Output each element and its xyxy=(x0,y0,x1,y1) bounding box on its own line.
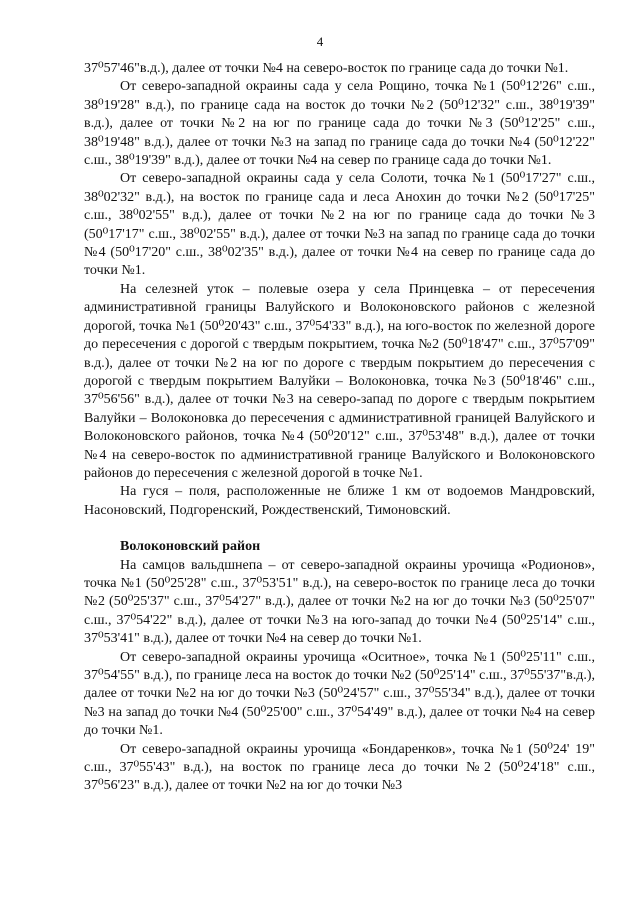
section-heading: Волоконовский район xyxy=(120,539,261,555)
paragraph-soloti-garden: От северо-западной окраины сада у села Солоти, точка №1 (50⁰17'27" с.ш., 38⁰02'32" в.д.), на восток по границе сада и леса Анохин до точки №2 (50⁰17'25" с.ш., 38⁰02'55" в.д.), далее от точки №2 на юг по границе сада до точки №3 (50⁰17'17" с.ш., 38⁰02'55" в.д.), далее от точки №3 на запад по границе сада до точки №4 (50⁰17'20" с.ш., 38⁰02'35" в.д.), далее от точки №4 на север по границе сада до точки №1. xyxy=(84,171,595,279)
paragraph-roshchino-garden: От северо-западной окраины сада у села Рощино, точка №1 (50⁰12'26" с.ш., 38⁰19'28" в.д.), по границе сада на восток до точки №2 (50⁰12'32" с.ш., 38⁰19'39" в.д.), далее от точки №2 на юг по границе сада до точки №3 (50⁰12'25" с.ш., 38⁰19'48" в.д.), далее от точки №3 на запад по границе сада до точки №4 (50⁰12'22" с.ш., 38⁰19'39" в.д.), далее от точки №4 на север по границе сада до точки №1. xyxy=(84,79,595,169)
page-number: 4 xyxy=(316,34,324,49)
paragraph-mallard-duck: На селезней уток – полевые озера у села Принцевка – от пересечения административной границы Валуйского и Волоконовского районов с железной дорогой, точка №1 (50⁰20'43" с.ш., 37⁰54'33" в.д.), на юго-восток по железной дороге до пересечения с дорогой с твердым покрытием, точка №2 (50⁰18'47" с.ш., 37⁰57'09" в.д.), далее от точки №2 на юг по дороге с твердым покрытием до пересечения с дорогой с твердым покрытием Валуйки – Волоконовка, точка №3 (50⁰18'46" с.ш., 37⁰56'56" в.д.), далее от точки №3 на северо-запад по дороге с твердым покрытием Валуйки – Волоконовка до пересечения с административной границей Валуйского и Волоконовского районов, точка №4 (50⁰20'12" с.ш., 37⁰53'48" в.д.), далее от точки №4 на северо-восток по административной границе Валуйского и Волоконовского районов до пересечения с железной дорогой в точке №1. xyxy=(84,281,595,481)
paragraph-bondarenkov: От северо-западной окраины урочища «Бондаренков», точка №1 (50⁰24' 19" с.ш., 37⁰55'43" в.д.), на восток по границе леса до точки №2 (50⁰24'18" с.ш., 37⁰56'23" в.д.), далее от точки №2 на юг до точки №3 xyxy=(84,741,595,794)
paragraph-continuation: 37⁰57'46"в.д.), далее от точки №4 на северо-восток по границе сада до точки №1. xyxy=(84,61,569,76)
paragraph-geese: На гуся – поля, расположенные не ближе 1 км от водоемов Мандровский, Насоновский, Подгоренский, Рождественский, Тимоновский. xyxy=(84,484,595,518)
paragraph-woodcock: На самцов вальдшнепа – от северо-западной окраины урочища «Родионов», точка №1 (50⁰25'28" с.ш., 37⁰53'51" в.д.), на северо-восток по границе леса до точки №2 (50⁰25'37" с.ш., 37⁰54'27" в.д.), далее от точки №2 на юг до точки №3 (50⁰25'07" с.ш., 37⁰54'22" в.д.), далее от точки №3 на юго-запад до точки №4 (50⁰25'14" с.ш., 37⁰53'41" в.д.), далее от точки №4 на север до точки №1. xyxy=(84,557,596,647)
paragraph-ositnoe: От северо-западной окраины урочища «Оситное», точка №1 (50⁰25'11" с.ш., 37⁰54'55" в.д.), по границе леса на восток до точки №2 (50⁰25'14" с.ш., 37⁰55'37"в.д.), далее от точки №2 на юг до точки №3 (50⁰24'57" с.ш., 37⁰55'34" в.д.), далее от точки №3 на запад до точки №4 (50⁰25'00" с.ш., 37⁰54'49" в.д.), далее от точки №4 на север до точки №1. xyxy=(84,649,595,739)
document-body xyxy=(84,60,595,796)
